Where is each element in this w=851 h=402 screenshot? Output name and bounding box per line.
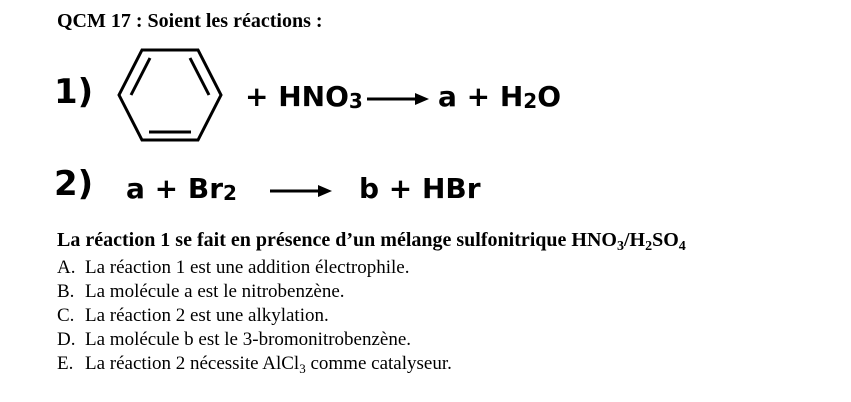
statement-text: La réaction 1 se fait en présence d’un mélange sulfonitrique HNO: [57, 229, 617, 251]
option-c[interactable]: [57, 304, 452, 328]
option-a[interactable]: [57, 256, 452, 280]
option-text: La molécule a est le nitrobenzène.: [85, 281, 345, 302]
option-e[interactable]: [57, 352, 452, 377]
reaction-2-reactant-main: a + Br: [126, 172, 224, 205]
statement-sub-1: 3: [616, 239, 624, 254]
question-statement: [57, 229, 686, 252]
question-title: QCM 17 : Soient les réactions :: [57, 10, 323, 32]
reaction-1-reagent: + HNO: [245, 80, 349, 113]
option-b[interactable]: [57, 280, 452, 304]
reaction-2-reactant-subscript: 2: [223, 181, 237, 205]
option-letter: A.: [57, 257, 76, 278]
reaction-2-arrow-icon: [270, 184, 332, 198]
option-text-after: comme catalyseur.: [305, 353, 452, 374]
reaction-1-reagent-subscript: 3: [348, 89, 363, 113]
reaction-1-product-main: a + H: [438, 80, 524, 113]
reaction-2-products: b + HBr: [359, 172, 481, 205]
option-text: La réaction 1 est une addition électrophile.: [85, 257, 410, 278]
option-text: La réaction 2 est une alkylation.: [85, 305, 329, 326]
reaction-1-product-subscript: 2: [523, 89, 538, 113]
statement-mid: /H: [623, 229, 646, 251]
answer-options: [57, 256, 452, 377]
reaction-1-reactant: [245, 80, 363, 113]
option-text-before: La réaction 2 nécessite AlCl: [85, 353, 300, 374]
statement-tail: SO: [652, 229, 679, 251]
reaction-2-reactants: [126, 172, 237, 205]
option-d[interactable]: [57, 328, 452, 352]
option-letter: C.: [57, 305, 75, 326]
reaction-1-arrow-icon: [367, 92, 429, 106]
option-letter: B.: [57, 281, 75, 302]
reaction-1-product-tail: O: [537, 80, 562, 113]
reaction-1-number: 1): [54, 72, 94, 112]
option-text: La molécule b est le 3-bromonitrobenzène.: [85, 329, 412, 350]
option-subscript: 3: [299, 361, 306, 376]
reaction-2-number: 2): [54, 164, 94, 204]
statement-sub-2: 2: [645, 239, 653, 254]
reaction-1-products: [438, 80, 561, 113]
benzene-ring-icon: [115, 46, 225, 144]
option-letter: D.: [57, 329, 76, 350]
statement-sub-3: 4: [678, 239, 686, 254]
option-letter: E.: [57, 353, 74, 374]
